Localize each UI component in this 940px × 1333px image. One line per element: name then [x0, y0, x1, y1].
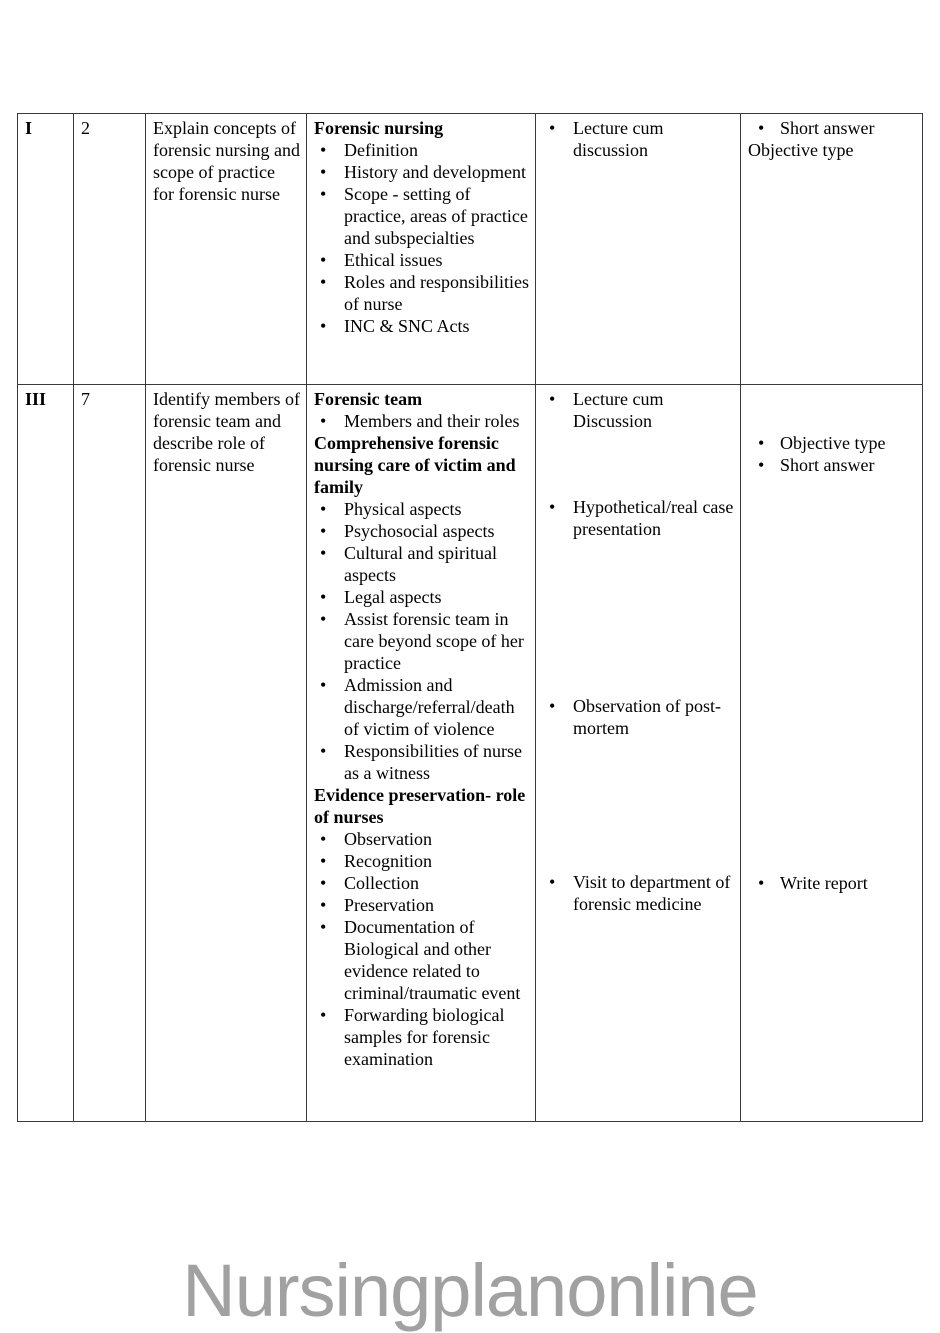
teaching-bullet: • Lecture cum discussion	[543, 117, 734, 161]
content-bullet: • Documentation of Biological and other evidence related to criminal/traumatic event	[314, 916, 529, 1004]
assessment-cell	[741, 385, 923, 1122]
content-bullet: • INC & SNC Acts	[314, 315, 529, 337]
assessment-text: Objective type	[748, 140, 854, 160]
watermark-text: Nursingplanonline	[182, 1249, 758, 1332]
content-bullet: • Scope - setting of practice, areas of practice and subspecialties	[314, 183, 529, 249]
table-row-unit-3	[18, 385, 923, 1122]
unit-cell: III	[18, 385, 74, 1122]
teaching-cell	[536, 385, 741, 1122]
content-cell	[307, 385, 536, 1122]
content-cell	[307, 114, 536, 385]
objective-cell: Explain concepts of forensic nursing and scope of practice for forensic nurse	[146, 114, 307, 385]
content-bullet: • Physical aspects	[314, 498, 529, 520]
content-heading: Forensic nursing	[314, 118, 444, 138]
objective-cell: Identify members of forensic team and describe role of forensic nurse	[146, 385, 307, 1122]
content-bullet: • Cultural and spiritual aspects	[314, 542, 529, 586]
assessment-bullet: • Write report	[748, 872, 916, 894]
unit-cell: I	[18, 114, 74, 385]
content-bullet: • Assist forensic team in care beyond scope of her practice	[314, 608, 529, 674]
assessment-bullet: • Short answer	[748, 117, 916, 139]
assessment-bullet: • Objective type	[748, 432, 916, 454]
teaching-bullet: • Observation of post-mortem	[543, 695, 734, 739]
content-bullet: • History and development	[314, 161, 529, 183]
teaching-bullet: • Visit to department of forensic medicine	[543, 871, 734, 915]
content-bullet: • Roles and responsibilities of nurse	[314, 271, 529, 315]
content-bullet: • Observation	[314, 828, 529, 850]
hours-cell: 2	[74, 114, 146, 385]
content-bullet: • Admission and discharge/referral/death of victim of violence	[314, 674, 529, 740]
content-bullet: • Members and their roles	[314, 410, 529, 432]
teaching-bullet: • Lecture cum Discussion	[543, 388, 734, 432]
content-bullet: • Recognition	[314, 850, 529, 872]
assessment-cell	[741, 114, 923, 385]
table-row-unit-1	[18, 114, 923, 385]
content-bullet: • Legal aspects	[314, 586, 529, 608]
content-heading: Forensic team	[314, 389, 423, 409]
curriculum-table	[17, 113, 923, 1122]
teaching-bullet: • Hypothetical/real case presentation	[543, 496, 734, 540]
content-bullet: • Ethical issues	[314, 249, 529, 271]
content-bullet: • Responsibilities of nurse as a witness	[314, 740, 529, 784]
content-heading: Comprehensive forensic nursing care of victim and family	[314, 433, 516, 497]
content-bullet: • Definition	[314, 139, 529, 161]
content-bullet: • Collection	[314, 872, 529, 894]
content-bullet: • Forwarding biological samples for forensic examination	[314, 1004, 529, 1070]
teaching-cell	[536, 114, 741, 385]
content-bullet: • Psychosocial aspects	[314, 520, 529, 542]
content-heading: Evidence preservation- role of nurses	[314, 785, 526, 827]
content-bullet: • Preservation	[314, 894, 529, 916]
assessment-bullet: • Short answer	[748, 454, 916, 476]
hours-cell: 7	[74, 385, 146, 1122]
